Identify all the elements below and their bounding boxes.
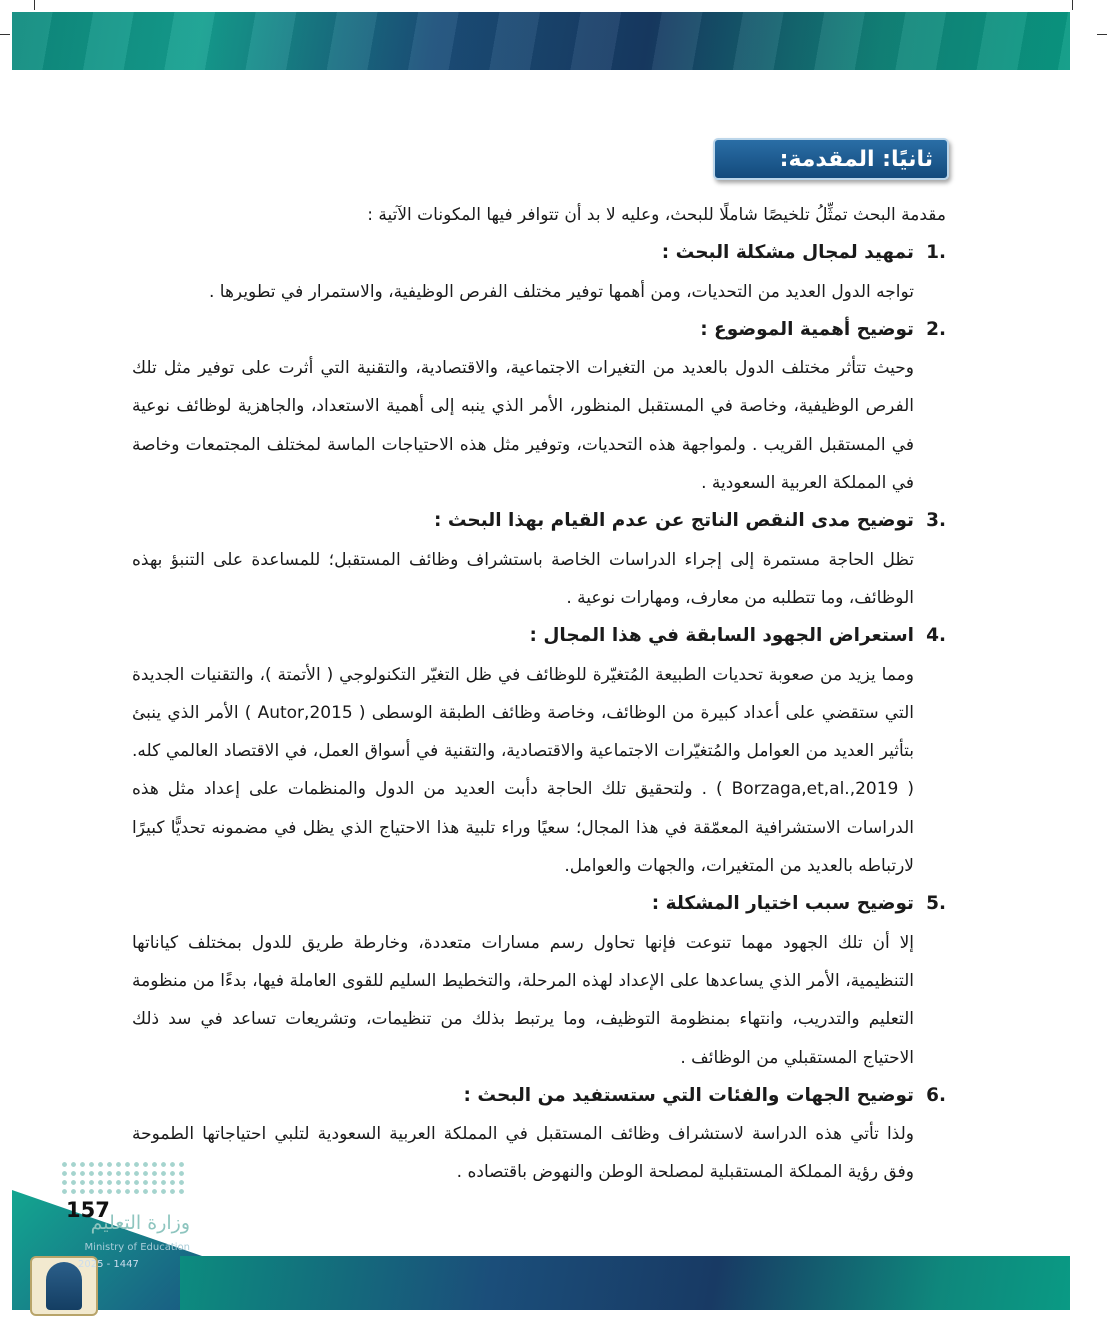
footer-band xyxy=(180,1256,1070,1310)
item-number: .6 xyxy=(926,1084,946,1106)
section-title: ثانيًا: المقدمة: xyxy=(713,138,949,180)
logo-dots-icon xyxy=(60,1160,188,1196)
item-number: .2 xyxy=(926,318,946,340)
crop-mark xyxy=(34,0,35,10)
body-item-6: ولذا تأتي هذه الدراسة لاستشراف وظائف المستقبل في المملكة العربية السعودية لتلبي احتياجاتها الطموحة وفق رؤية المملكة المستقبلية لمصلحة الوطن والنهوض باقتصاده . xyxy=(132,1124,914,1183)
heading-text: توضيح مدى النقص الناتج عن عدم القيام بهذا البحث : xyxy=(434,510,914,532)
heading-text: تمهيد لمجال مشكلة البحث : xyxy=(661,242,914,264)
body-item-3: تظل الحاجة مستمرة إلى إجراء الدراسات الخاصة باستشراف وظائف المستقبل؛ للمساعدة على التنبؤ بهذه الوظائف، وما تتطلبه من معارف، ومهارات نوعية . xyxy=(132,549,914,608)
body-item-2: وحيث تتأثر مختلف الدول بالعديد من التغيرات الاجتماعية، والاقتصادية، والتقنية التي أثرت على توفير مثل تلك الفرص الوظيفية، وخاصة في المستقبل المنظور، الأمر الذي ينبه إلى أهمية الاستعداد، والجاهزية لوظائف نوعية في المستقبل القريب . ولمواجهة هذه التحديات، وتوفير مثل هذه الاحتياجات الماسة لمختلف المجتمعات وخاصة في المملكة العربية السعودية . xyxy=(132,358,914,494)
body-item-1: تواجه الدول العديد من التحديات، ومن أهمها توفير مختلف الفرص الوظيفية، والاستمرار في تطويرها . xyxy=(208,281,914,302)
item-number: .4 xyxy=(926,625,946,647)
heading-text: توضيح أهمية الموضوع : xyxy=(700,318,914,340)
edition-year: 2025 - 1447 xyxy=(78,1259,139,1270)
body-text: ) الأمر الذي ينبئ بتأثير العديد من العوامل والمُتغيّرات الاجتماعية والاقتصادية، والتقنية في أسواق العمل، في الاقتصاد العالمي كله. ( xyxy=(132,702,915,800)
crop-mark xyxy=(0,34,10,35)
heading-item-5 xyxy=(132,885,946,923)
heading-item-4 xyxy=(132,617,946,655)
header-band xyxy=(12,12,1070,70)
intro-paragraph: مقدمة البحث تمثِّلُ تلخيصًا شاملًا للبحث، وعليه لا بد أن تتوافر فيها المكونات الآتية : xyxy=(367,205,946,225)
heading-item-6 xyxy=(132,1077,946,1115)
crop-mark xyxy=(1072,0,1073,10)
heading-text: توضيح الجهات والفئات التي ستستفيد من البحث : xyxy=(463,1084,914,1106)
body-text: ومما يزيد من صعوبة تحديات الطبيعة المُتغيّرة للوظائف في ظل التغيّر التكنولوجي ( الأتمتة )، والتقنيات الجديدة التي ستقضي على أعداد كبيرة من الوظائف، وخاصة وظائف الطبقة الوسطى ( xyxy=(132,664,915,723)
crop-mark xyxy=(1097,34,1107,35)
heading-item-1 xyxy=(132,234,946,272)
heading-text: توضيح سبب اختيار المشكلة : xyxy=(651,893,914,915)
citation: Autor,2015 xyxy=(257,702,353,723)
page-number: 157 xyxy=(66,1198,110,1222)
item-number: .5 xyxy=(926,893,946,915)
ministry-name-ar: وزارة التعليم xyxy=(90,1212,190,1234)
heading-item-2 xyxy=(132,311,946,349)
body-text: ) . ولتحقيق تلك الحاجة دأبت العديد من الدول والمنظمات على إعداد مثل هذه الدراسات الاستشرافية المعمّقة في هذا المجال؛ سعيًا وراء تلبية هذا الاحتياج الذي يظل في مضمونه تحديًّا كبيرًا لارتباطه بالعديد من المتغيرات، والجهات والعوامل. xyxy=(132,779,914,877)
heading-item-3 xyxy=(132,502,946,540)
body-item-5: إلا أن تلك الجهود مهما تنوعت فإنها تحاول رسم مسارات متعددة، وخارطة طريق للدول بمختلف كياناتها التنظيمية، الأمر الذي يساعدها على الإعداد لهذه المرحلة، والتخطيط السليم للقوى العاملة فيها، بدءًا من منظومة التعليم والتدريب، وانتهاء بمنظومة التوظيف، وما يرتبط بذلك من تنظيمات، وتشريعات تساعد في سد ذلك الاحتياج المستقبلي من الوظائف . xyxy=(132,932,914,1068)
page-content xyxy=(132,196,946,1192)
item-number: .1 xyxy=(926,242,946,264)
item-number: .3 xyxy=(926,510,946,532)
body-item-4 xyxy=(132,656,946,886)
citation: Borzaga,et,al.,2019 xyxy=(731,779,899,800)
ministry-name-en: Ministry of Education xyxy=(84,1242,190,1253)
heading-text: استعراض الجهود السابقة في هذا المجال : xyxy=(529,625,914,647)
